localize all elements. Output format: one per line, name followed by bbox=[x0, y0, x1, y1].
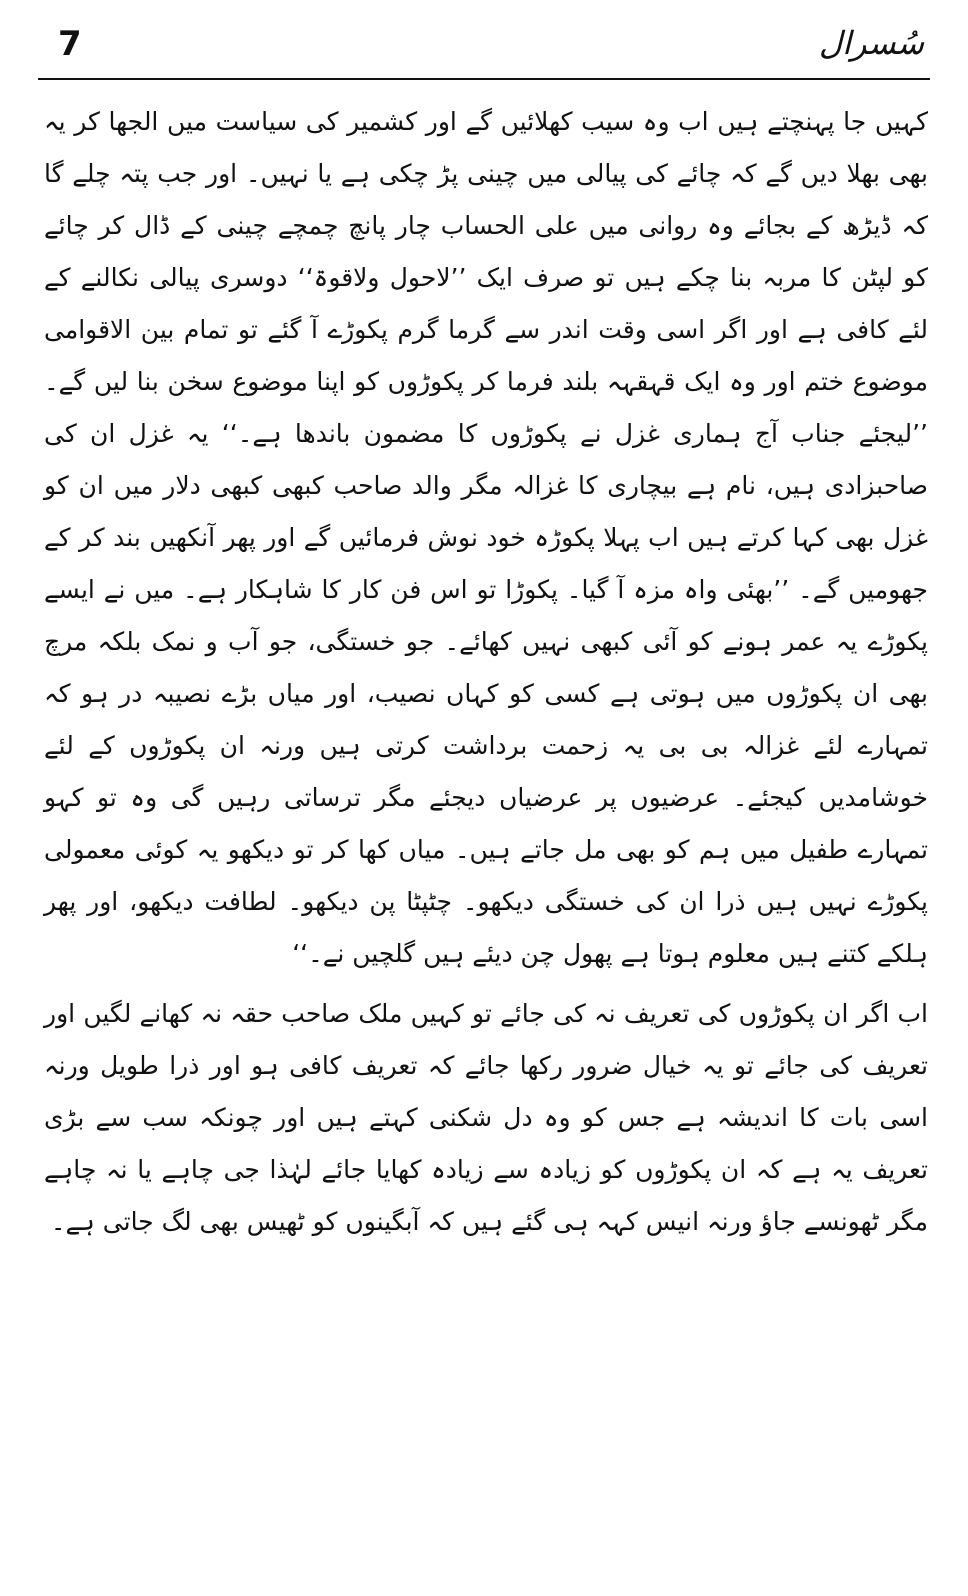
paragraph-1: کہیں جا پہنچتے ہیں اب وہ سیب کھلائیں گے اور کشمیر کی سیاست میں الجھا کر یہ بھی بھلا دیں گے کہ چائے کی پیالی میں چینی پڑ چکی ہے یا نہیں۔ اور جب پتہ چلے گا کہ ڈیڑھ کے بجائے وہ روانی میں علی الحساب چار پانچ چمچے چینی کے ڈال کر چائے کو لپٹن کا مربہ بنا چکے ہیں تو صرف ایک ’’لاحول ولاقوۃ‘‘ دوسری پیالی نکالنے کے لئے کافی ہے اور اگر اسی وقت اندر سے گرما گرم پکوڑے آ گئے تو تمام بین الاقوامی موضوع ختم اور وہ ایک قہقہہ بلند فرما کر پکوڑوں کو اپنا موضوع سخن بنا لیں گے۔ ’’لیجئے جناب آج ہماری غزل نے پکوڑوں کا مضمون باندھا ہے۔‘‘ یہ غزل ان کی صاحبزادی ہیں، نام ہے بیچاری کا غزالہ مگر والد صاحب کبھی کبھی دلار میں ان کو غزل بھی کہا کرتے ہیں اب پہلا پکوڑہ خود نوش فرمائیں گے اور پھر آنکھیں بند کر کے جھومیں گے۔ ’’بھئی واہ مزہ آ گیا۔ پکوڑا تو اس فن کار کا شاہکار ہے۔ میں نے ایسے پکوڑے یہ عمر ہونے کو آئی کبھی نہیں کھائے۔ جو خستگی، جو آب و نمک بلکہ مرچ بھی ان پکوڑوں میں ہوتی ہے کسی کو کہاں نصیب، اور میاں بڑے نصیبہ در ہو کہ تمہارے لئے غزالہ بی بی یہ زحمت برداشت کرتی ہیں ورنہ ان پکوڑوں کے لئے خوشامدیں کیجئے۔ عرضیوں پر عرضیاں دیجئے مگر ترساتی رہیں گی وہ تو کہو تمہارے طفیل میں ہم کو بھی مل جاتے ہیں۔ میاں کھا کر تو دیکھو یہ کوئی معمولی پکوڑے نہیں ہیں ذرا ان کی خستگی دیکھو۔ چٹپٹا پن دیکھو۔ لطافت دیکھو، اور پھر ہلکے کتنے ہیں معلوم ہوتا ہے پھول چن دیئے ہیں گلچیں نے۔‘‘ bbox=[44, 107, 928, 968]
running-title: سُسرال bbox=[818, 24, 924, 62]
body-text bbox=[44, 96, 928, 1586]
page-header bbox=[40, 18, 930, 76]
header-divider bbox=[38, 78, 930, 80]
page-number: 7 bbox=[58, 24, 82, 64]
paragraph-2: اب اگر ان پکوڑوں کی تعریف نہ کی جائے تو کہیں ملک صاحب حقہ نہ کھانے لگیں اور تعریف کی جائے تو یہ خیال ضرور رکھا جائے کہ تعریف کافی ہو اور ذرا طویل ورنہ اسی بات کا اندیشہ ہے جس کو وہ دل شکنی کہتے ہیں اور چونکہ سب سے بڑی تعریف یہ ہے کہ ان پکوڑوں کو زیادہ سے زیادہ کھایا جائے لہٰذا جی چاہے یا نہ چاہے مگر ٹھونسے جاؤ ورنہ انیس کہہ ہی گئے ہیں کہ آبگینوں کو ٹھیس بھی لگ جاتی ہے۔ bbox=[44, 999, 928, 1236]
